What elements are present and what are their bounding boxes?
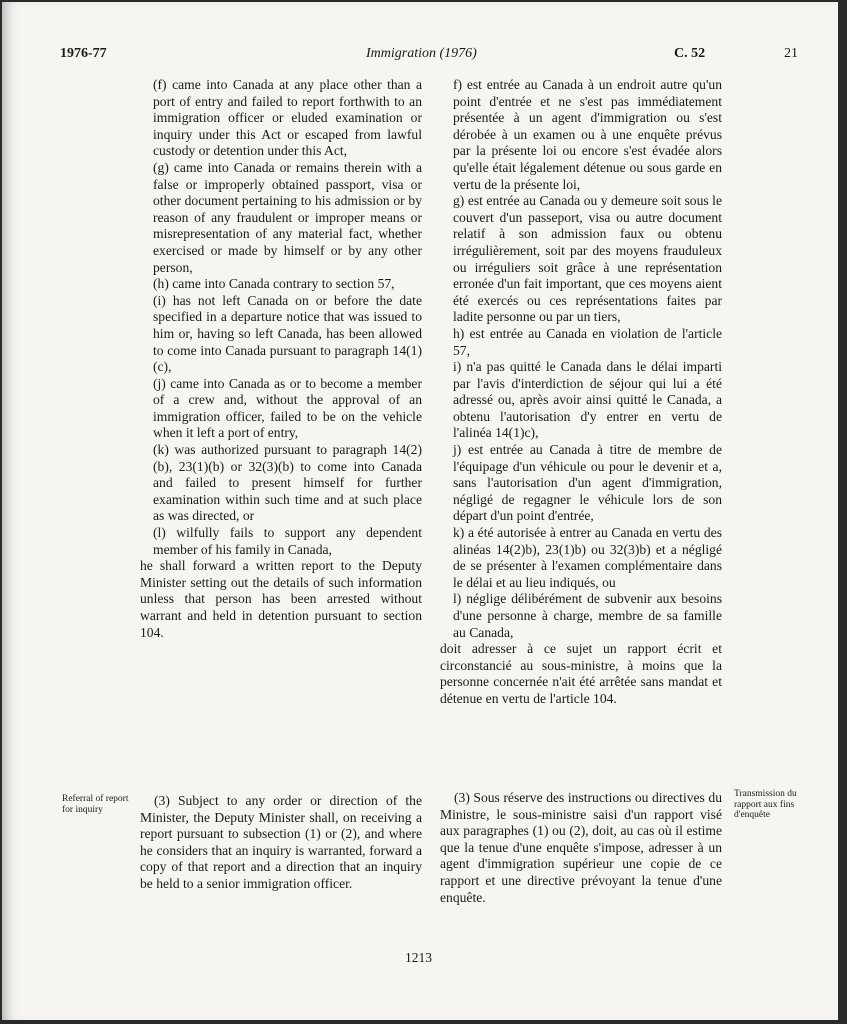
english-subsection-text: (3) Subject to any order or direction of the Minister, the Deputy Minister shall, on receiving a report pursuant to subsection (1) or (2), and where he considers that an inquiry is warranted, forward a copy of that report and a direction that an inquiry be held to a senior immigration officer. — [140, 793, 422, 891]
french-item-k: k) a été autorisée à entrer au Canada en vertu des alinéas 14(2)b), 23(1)b) ou 32(3)b) et a négligé de se présenter à l'examen complémentaire dans le délai et au lieu indiqués, ou — [453, 525, 722, 590]
english-item-h: (h) came into Canada contrary to section 57, — [153, 276, 395, 292]
french-margin-note: Transmission du rapport aux fins d'enquête — [734, 789, 797, 820]
english-column — [140, 77, 422, 641]
english-item-g: (g) came into Canada or remains therein with a false or improperly obtained passport, visa or other document pertaining to his admission or by reason of any fraudulent or improper means or misrepresentation of any material fact, whether exercised or made by himself or by any other person, — [153, 159, 422, 275]
english-closing: he shall forward a written report to the Deputy Minister setting out the details of such information unless that person has been arrested without warrant and held in detention pursuant to section 104. — [140, 558, 422, 640]
french-item-h: h) est entrée au Canada en violation de l'article 57, — [453, 325, 722, 358]
french-item-l: l) néglige délibérément de subvenir aux besoins d'une personne à charge, membre de sa famille au Canada, — [453, 591, 722, 640]
english-item-k: (k) was authorized pursuant to paragraph 14(2)(b), 23(1)(b) or 32(3)(b) to come into Canada and failed to present himself for further examination within such time and at such place as was directed, or — [153, 442, 422, 524]
french-subsection-text: (3) Sous réserve des instructions ou directives du Ministre, le sous-ministre saisi d'un rapport visé aux paragraphes (1) ou (2), doit, au cas où il estime que la tenue d'une enquête s'impose, adresser à un agent d'immigration supérieur une copie de ce rapport et une directive prévoyant la tenue d'une enquête. — [440, 790, 722, 905]
document-page — [2, 2, 838, 1020]
english-subsection-3 — [140, 793, 422, 893]
english-item-i: (i) has not left Canada on or before the date specified in a departure notice that was issued to him or, having so left Canada, has been allowed to come into Canada pursuant to paragraph 14(1)(c), — [153, 292, 422, 375]
english-item-l: (l) wilfully fails to support any dependent member of his family in Canada, — [153, 525, 422, 557]
french-closing: doit adresser à ce sujet un rapport écrit et circonstancié au sous-ministre, à moins que la personne concernée n'ait été arrêtée sans mandat et détenue en vertu de l'article 104. — [440, 641, 722, 706]
french-column — [440, 77, 722, 708]
english-item-j: (j) came into Canada as or to become a member of a crew and, without the approval of an immigration officer, failed to be on the vehicle when it left a port of entry, — [153, 375, 422, 441]
french-item-j: j) est entrée au Canada à titre de membre de l'équipage d'un véhicule ou pour le devenir et a, sans l'autorisation d'un agent d'immigration, négligé de regagner le véhicule lors de son départ d'un point d'entrée, — [453, 442, 722, 524]
french-item-f: f) est entrée au Canada à un endroit autre qu'un point d'entrée et ne s'est pas immédiatement présentée à un agent d'immigration ou s'est dérobée à un examen ou à une enquête prévus par la présente loi ou encore s'est évadée alors qu'elle était légalement détenue ou sous garde en vertu de la présente loi, — [453, 77, 722, 192]
english-margin-note: Referral of report for inquiry — [62, 794, 129, 815]
header-chapter: C. 52 — [674, 46, 706, 61]
header-year: 1976-77 — [60, 46, 107, 61]
french-item-g: g) est entrée au Canada ou y demeure soit sous le couvert d'un passeport, visa ou autre document relatif à son admission faux ou obtenu irrégulièrement, soit par des moyens frauduleux ou irréguliers soit grâce à une représentation erronée d'un fait important, que ces moyens aient été exercés ou ces représentations faites par ladite personne ou par un tiers, — [453, 193, 722, 325]
english-item-f: (f) came into Canada at any place other than a port of entry and failed to report forthwith to an immigration officer or eluded examination or inquiry under this Act or escaped from lawful custody or detention under this Act, — [153, 77, 422, 159]
header-page-number: 21 — [784, 46, 798, 61]
footer-page-number: 1213 — [405, 950, 432, 965]
french-item-i: i) n'a pas quitté le Canada dans le délai imparti par l'avis d'interdiction de séjour qui lui a été adressé ou, après avoir ainsi quitté le Canada, a obtenu l'autorisation d'y entrer en vertu de l'alinéa 14(1)c), — [453, 359, 722, 441]
french-subsection-3 — [440, 790, 722, 906]
header-title: Immigration (1976) — [366, 46, 477, 61]
